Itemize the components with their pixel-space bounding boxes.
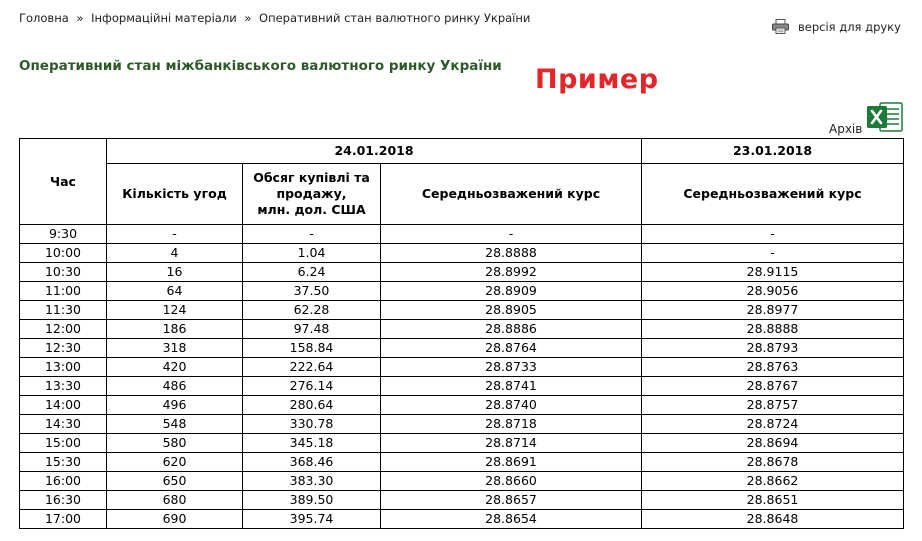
cell-volume: 37.50	[243, 282, 381, 301]
cell-volume: 368.46	[243, 453, 381, 472]
cell-deals: 4	[107, 244, 243, 263]
date-previous-header: 23.01.2018	[642, 139, 904, 164]
cell-rate-previous: 28.8724	[642, 415, 904, 434]
breadcrumb-info-materials[interactable]: Інформаційні матеріали	[91, 11, 237, 25]
cell-rate-current: 28.8718	[381, 415, 642, 434]
cell-time: 17:00	[20, 510, 107, 529]
cell-time: 9:30	[20, 225, 107, 244]
cell-rate-current: 28.8888	[381, 244, 642, 263]
cell-rate-current: 28.8992	[381, 263, 642, 282]
cell-time: 16:00	[20, 472, 107, 491]
cell-volume: 389.50	[243, 491, 381, 510]
cell-volume: 158.84	[243, 339, 381, 358]
print-version-label: версія для друку	[798, 19, 901, 34]
cell-rate-current: 28.8660	[381, 472, 642, 491]
cell-deals: 496	[107, 396, 243, 415]
table-row	[20, 301, 904, 320]
cell-rate-previous: 28.8977	[642, 301, 904, 320]
cell-time: 14:00	[20, 396, 107, 415]
cell-volume: 1.04	[243, 244, 381, 263]
table-row	[20, 358, 904, 377]
breadcrumb-separator: »	[76, 11, 84, 25]
cell-volume: 62.28	[243, 301, 381, 320]
currency-market-table	[19, 138, 904, 529]
cell-rate-previous: 28.8678	[642, 453, 904, 472]
example-stamp: Пример	[535, 64, 659, 95]
table-row	[20, 282, 904, 301]
cell-rate-previous: 28.8767	[642, 377, 904, 396]
cell-rate-current: -	[381, 225, 642, 244]
cell-time: 14:30	[20, 415, 107, 434]
cell-rate-previous: 28.9115	[642, 263, 904, 282]
cell-deals: 318	[107, 339, 243, 358]
cell-rate-previous: 28.8662	[642, 472, 904, 491]
cell-rate-previous: 28.8763	[642, 358, 904, 377]
cell-time: 15:30	[20, 453, 107, 472]
cell-rate-previous: -	[642, 225, 904, 244]
cell-time: 16:30	[20, 491, 107, 510]
cell-time: 13:30	[20, 377, 107, 396]
volume-header	[243, 164, 381, 225]
cell-deals: 64	[107, 282, 243, 301]
archive-link[interactable]: Архів	[829, 122, 863, 136]
cell-time: 13:00	[20, 358, 107, 377]
breadcrumb	[19, 11, 530, 25]
cell-volume: 97.48	[243, 320, 381, 339]
cell-rate-previous: 28.8888	[642, 320, 904, 339]
cell-time: 11:00	[20, 282, 107, 301]
cell-volume: 280.64	[243, 396, 381, 415]
cell-deals: 680	[107, 491, 243, 510]
volume-header-line: млн. дол. США	[257, 202, 366, 217]
cell-rate-previous: 28.8694	[642, 434, 904, 453]
breadcrumb-home[interactable]: Головна	[19, 11, 69, 25]
cell-rate-current: 28.8886	[381, 320, 642, 339]
cell-volume: 383.30	[243, 472, 381, 491]
rate-current-header: Середньозважений курс	[381, 164, 642, 225]
cell-rate-current: 28.8733	[381, 358, 642, 377]
table-row	[20, 453, 904, 472]
cell-rate-current: 28.8764	[381, 339, 642, 358]
printer-icon	[772, 19, 789, 34]
volume-header-line: Обсяг купівлі та	[253, 170, 370, 185]
rate-previous-header: Середньозважений курс	[642, 164, 904, 225]
breadcrumb-separator: »	[244, 11, 252, 25]
cell-volume: 345.18	[243, 434, 381, 453]
cell-rate-current: 28.8741	[381, 377, 642, 396]
table-row	[20, 510, 904, 529]
cell-rate-current: 28.8714	[381, 434, 642, 453]
cell-rate-previous: 28.8648	[642, 510, 904, 529]
volume-header-line: продажу,	[276, 186, 347, 201]
cell-time: 12:00	[20, 320, 107, 339]
table-row	[20, 396, 904, 415]
cell-rate-previous: -	[642, 244, 904, 263]
page-title: Оперативний стан міжбанківського валютного ринку України	[19, 58, 502, 74]
cell-time: 12:30	[20, 339, 107, 358]
deals-count-header: Кількість угод	[107, 164, 243, 225]
table-row	[20, 472, 904, 491]
cell-deals: 580	[107, 434, 243, 453]
cell-rate-previous: 28.8651	[642, 491, 904, 510]
cell-rate-current: 28.8909	[381, 282, 642, 301]
cell-volume: 222.64	[243, 358, 381, 377]
cell-volume: -	[243, 225, 381, 244]
cell-rate-current: 28.8691	[381, 453, 642, 472]
cell-rate-previous: 28.8757	[642, 396, 904, 415]
cell-rate-previous: 28.9056	[642, 282, 904, 301]
table-row	[20, 415, 904, 434]
cell-deals: 16	[107, 263, 243, 282]
cell-volume: 330.78	[243, 415, 381, 434]
cell-deals: 124	[107, 301, 243, 320]
cell-rate-current: 28.8905	[381, 301, 642, 320]
table-row	[20, 244, 904, 263]
cell-deals: 420	[107, 358, 243, 377]
cell-rate-current: 28.8740	[381, 396, 642, 415]
cell-rate-previous: 28.8793	[642, 339, 904, 358]
cell-volume: 6.24	[243, 263, 381, 282]
date-current-header: 24.01.2018	[107, 139, 642, 164]
table-row	[20, 434, 904, 453]
table-row	[20, 320, 904, 339]
cell-deals: 486	[107, 377, 243, 396]
cell-rate-current: 28.8657	[381, 491, 642, 510]
cell-time: 15:00	[20, 434, 107, 453]
cell-time: 11:30	[20, 301, 107, 320]
excel-download-link[interactable]	[866, 100, 904, 138]
table-row	[20, 263, 904, 282]
table-row	[20, 377, 904, 396]
cell-deals: 186	[107, 320, 243, 339]
cell-volume: 395.74	[243, 510, 381, 529]
cell-time: 10:00	[20, 244, 107, 263]
cell-deals: -	[107, 225, 243, 244]
cell-deals: 650	[107, 472, 243, 491]
cell-deals: 690	[107, 510, 243, 529]
print-version-link[interactable]	[772, 19, 901, 34]
excel-icon	[866, 100, 904, 134]
table-body	[20, 225, 904, 529]
cell-volume: 276.14	[243, 377, 381, 396]
table-row	[20, 339, 904, 358]
cell-deals: 548	[107, 415, 243, 434]
table-row	[20, 491, 904, 510]
cell-time: 10:30	[20, 263, 107, 282]
cell-deals: 620	[107, 453, 243, 472]
time-header: Час	[20, 139, 107, 225]
cell-rate-current: 28.8654	[381, 510, 642, 529]
table-row	[20, 225, 904, 244]
breadcrumb-current: Оперативний стан валютного ринку України	[259, 11, 531, 25]
